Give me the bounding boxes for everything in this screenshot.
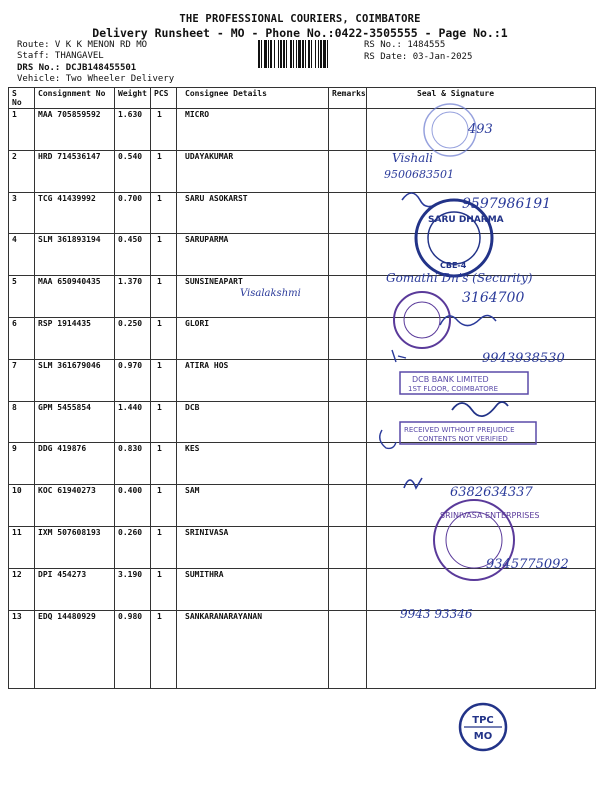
cell-sno: 4 (9, 234, 35, 276)
cell-consignee: ATIRA HOS (177, 359, 329, 401)
signature-r6 (440, 315, 496, 325)
dcb-line1: DCB BANK LIMITED (412, 375, 489, 384)
cell-consignee: DCB (177, 401, 329, 443)
cell-consignment: RSP 1914435 (35, 317, 115, 359)
tpc-mo-stamp (460, 704, 506, 750)
cell-consignee: SUMITHRA (177, 568, 329, 610)
hand-r5-num: 3164700 (462, 290, 525, 306)
cell-consignment: MAA 650940435 (35, 276, 115, 318)
signature-r9 (380, 430, 396, 448)
cell-weight: 0.450 (115, 234, 151, 276)
cell-consignee: SANKARANARAYANAN (177, 610, 329, 688)
cell-consignment: HRD 714536147 (35, 150, 115, 192)
hand-r5-sig: Gomathi Dn's (Security) (386, 271, 533, 285)
cell-weight: 1.630 (115, 109, 151, 151)
cell-pcs: 1 (151, 317, 177, 359)
vehicle-label: Vehicle: Two Wheeler Delivery (17, 74, 175, 84)
cell-consignment: IXM 507608193 (35, 526, 115, 568)
route-label: Route: V K K MENON RD MO (17, 40, 148, 50)
signature-r10 (404, 478, 422, 488)
cell-weight: 0.970 (115, 359, 151, 401)
hand-r13-num: 9943 93346 (400, 607, 473, 621)
runsheet-title: Delivery Runsheet - MO - Phone No.:0422-3505555 - Page No.:1 (92, 26, 508, 40)
hand-r1: 493 (468, 122, 493, 137)
col-pcs: PCS (151, 88, 177, 109)
cell-sno: 8 (9, 401, 35, 443)
cell-pcs: 1 (151, 276, 177, 318)
cell-sno: 1 (9, 109, 35, 151)
col-weight: Weight (115, 88, 151, 109)
cell-pcs: 1 (151, 150, 177, 192)
drs-number: DRS No.: DCJB148455501 (17, 63, 137, 73)
cell-weight: 3.190 (115, 568, 151, 610)
cell-consignee: SRINIVASA (177, 526, 329, 568)
cell-pcs: 1 (151, 401, 177, 443)
cell-pcs: 1 (151, 568, 177, 610)
cell-weight: 0.540 (115, 150, 151, 192)
cell-sno: 10 (9, 485, 35, 527)
dcb-line3: RECEIVED WITHOUT PREJUDICE (404, 426, 515, 434)
col-sno: S No (9, 88, 35, 109)
cell-pcs: 1 (151, 485, 177, 527)
cell-consignment: TCG 41439992 (35, 192, 115, 234)
cell-consignee: SARUPARMA (177, 234, 329, 276)
hand-r2-phone: 9500683501 (384, 168, 454, 181)
col-consignment: Consignment No (35, 88, 115, 109)
cell-pcs: 1 (151, 109, 177, 151)
hand-r2-name: Vishali (392, 151, 434, 165)
cell-weight: 0.400 (115, 485, 151, 527)
cell-weight: 0.700 (115, 192, 151, 234)
hand-r10-phone: 6382634337 (450, 485, 533, 500)
signature-r7 (392, 350, 406, 362)
mo-stamp-text: MO (473, 731, 493, 742)
hand-r5-note: Visalakshmi (240, 288, 301, 299)
cell-consignee: MICRO (177, 109, 329, 151)
signature-r8 (452, 402, 508, 416)
dcb-line4: CONTENTS NOT VERIFIED (418, 435, 508, 443)
cell-consignee: SAM (177, 485, 329, 527)
cell-pcs: 1 (151, 234, 177, 276)
col-seal: Seal & Signature (367, 88, 596, 109)
dcb-line2: 1ST FLOOR, COIMBATORE (408, 385, 499, 393)
cell-weight: 0.260 (115, 526, 151, 568)
cell-weight: 0.250 (115, 317, 151, 359)
cell-consignment: KOC 61940273 (35, 485, 115, 527)
company-name: THE PROFESSIONAL COURIERS, COIMBATORE (179, 13, 421, 25)
cell-consignment: DPI 454273 (35, 568, 115, 610)
cell-weight: 0.830 (115, 443, 151, 485)
cell-consignee: GLORI (177, 317, 329, 359)
cell-sno: 13 (9, 610, 35, 688)
cell-consignment: SLM 361893194 (35, 234, 115, 276)
cell-pcs: 1 (151, 192, 177, 234)
col-consignee: Consignee Details (177, 88, 329, 109)
round-stamp-row6 (394, 292, 450, 348)
hand-r12-phone: 9345775092 (486, 557, 569, 572)
cell-consignee: SARU ASOKARST (177, 192, 329, 234)
cell-consignment: GPM 5455854 (35, 401, 115, 443)
cell-sno: 11 (9, 526, 35, 568)
cell-sno: 6 (9, 317, 35, 359)
saru-stamp-cbe: CBE-4 (440, 261, 467, 270)
cell-consignee: KES (177, 443, 329, 485)
cell-sno: 3 (9, 192, 35, 234)
staff-label: Staff: THANGAVEL (17, 51, 104, 61)
saru-stamp-text: SARU DHARMA (428, 215, 504, 225)
cell-consignment: EDQ 14480929 (35, 610, 115, 688)
cell-sno: 2 (9, 150, 35, 192)
tpc-stamp-text: TPC (472, 715, 494, 726)
cell-consignee: UDAYAKUMAR (177, 150, 329, 192)
cell-sno: 7 (9, 359, 35, 401)
cell-consignee: SUNSINEAPART (177, 276, 329, 318)
cell-weight: 1.370 (115, 276, 151, 318)
cell-pcs: 1 (151, 610, 177, 688)
rs-date: RS Date: 03-Jan-2025 (364, 52, 473, 62)
cell-sno: 5 (9, 276, 35, 318)
cell-consignment: MAA 705859592 (35, 109, 115, 151)
hand-r7-phone: 9943938530 (482, 351, 565, 366)
cell-consignment: DDG 419876 (35, 443, 115, 485)
cell-consignment: SLM 361679046 (35, 359, 115, 401)
cell-pcs: 1 (151, 359, 177, 401)
cell-sno: 9 (9, 443, 35, 485)
hand-r3-phone: 9597986191 (462, 196, 552, 212)
rs-number: RS No.: 1484555 (364, 40, 446, 50)
cell-pcs: 1 (151, 443, 177, 485)
cell-sno: 12 (9, 568, 35, 610)
cell-weight: 1.440 (115, 401, 151, 443)
cell-weight: 0.980 (115, 610, 151, 688)
srinivasa-stamp-text: SRINIVASA ENTERPRISES (440, 511, 540, 520)
col-remarks: Remarks (329, 88, 367, 109)
cell-pcs: 1 (151, 526, 177, 568)
